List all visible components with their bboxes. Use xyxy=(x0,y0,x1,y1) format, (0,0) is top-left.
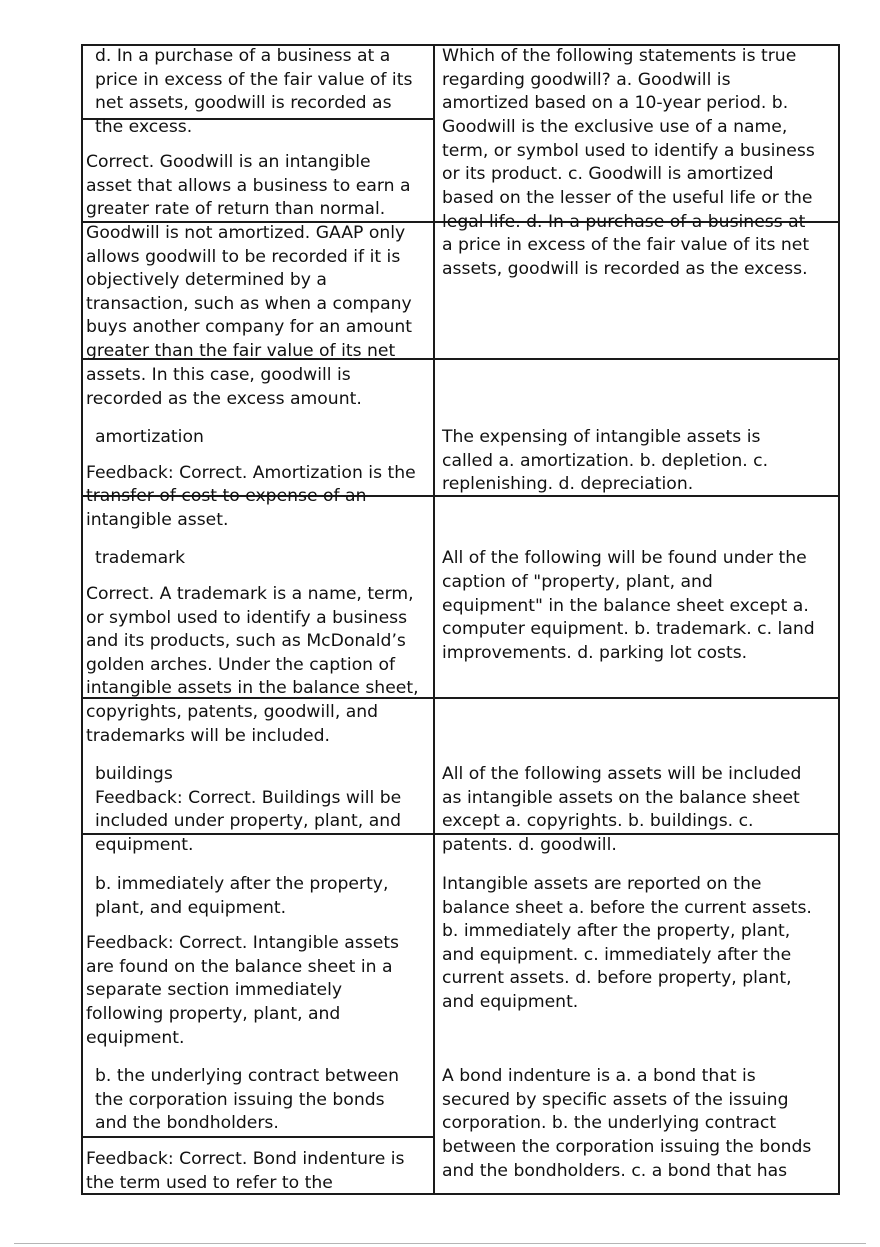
question-line: All of the following assets will be included xyxy=(442,764,802,784)
feedback-line: assets. In this case, goodwill is xyxy=(86,365,351,385)
feedback-line: following property, plant, and xyxy=(86,1004,341,1024)
feedback-line: Feedback: Correct. Amortization is the xyxy=(86,463,416,483)
question-line: except a. copyrights. b. buildings. c. xyxy=(442,811,754,831)
feedback-line: Feedback: Correct. Bond indenture is xyxy=(86,1149,405,1169)
feedback-line: asset that allows a business to earn a xyxy=(86,176,411,196)
question-line: a price in excess of the fair value of its net xyxy=(442,235,810,255)
feedback-line: transaction, such as when a company xyxy=(86,294,412,314)
answer-line: b. immediately after the property, xyxy=(95,874,389,894)
feedback-line: or symbol used to identify a business xyxy=(86,608,408,628)
feedback-line: greater rate of return than normal. xyxy=(86,199,386,219)
question-line: Which of the following statements is true xyxy=(442,46,797,66)
question-line: regarding goodwill? a. Goodwill is xyxy=(442,70,731,90)
feedback-line: equipment. xyxy=(95,835,194,855)
feedback-line: the term used to refer to the xyxy=(86,1173,333,1193)
question-line: balance sheet a. before the current assets. xyxy=(442,898,812,918)
feedback-line: buys another company for an amount xyxy=(86,317,413,337)
feedback-line: equipment. xyxy=(86,1028,185,1048)
question-line: or its product. c. Goodwill is amortized xyxy=(442,164,774,184)
question-line: improvements. d. parking lot costs. xyxy=(442,643,748,663)
answer-line: net assets, goodwill is recorded as xyxy=(95,93,392,113)
question-line: equipment" in the balance sheet except a. xyxy=(442,596,809,616)
question-line: and the bondholders. c. a bond that has xyxy=(442,1161,788,1181)
feedback-line: intangible asset. xyxy=(86,510,229,530)
question-line: Goodwill is the exclusive use of a name, xyxy=(442,117,788,137)
answer-line: the corporation issuing the bonds xyxy=(95,1090,385,1110)
question-line: caption of "property, plant, and xyxy=(442,572,713,592)
question-line: corporation. b. the underlying contract xyxy=(442,1113,777,1133)
question-line: current assets. d. before property, plant, xyxy=(442,968,792,988)
question-line: replenishing. d. depreciation. xyxy=(442,474,694,494)
question-line: between the corporation issuing the bonds xyxy=(442,1137,812,1157)
feedback-line: allows goodwill to be recorded if it is xyxy=(86,247,401,267)
question-line: and equipment. xyxy=(442,992,579,1012)
question-line: amortized based on a 10-year period. b. xyxy=(442,93,789,113)
feedback-line: copyrights, patents, goodwill, and xyxy=(86,702,379,722)
question-line: based on the lesser of the useful life or the xyxy=(442,188,813,208)
row-divider xyxy=(81,1136,434,1138)
column-divider xyxy=(433,44,435,1195)
feedback-line: are found on the balance sheet in a xyxy=(86,957,393,977)
feedback-line: separate section immediately xyxy=(86,980,343,1000)
feedback-line: intangible assets in the balance sheet, xyxy=(86,678,419,698)
question-line: The expensing of intangible assets is xyxy=(442,427,761,447)
question-line: secured by specific assets of the issuing xyxy=(442,1090,789,1110)
answer-line: price in excess of the fair value of its xyxy=(95,70,413,90)
feedback-line: golden arches. Under the caption of xyxy=(86,655,396,675)
question-line: legal life. d. In a purchase of a business at xyxy=(442,212,806,232)
footer-divider xyxy=(14,1243,866,1244)
feedback-line: Feedback: Correct. Buildings will be xyxy=(95,788,402,808)
question-line: b. immediately after the property, plant, xyxy=(442,921,791,941)
answer-line: trademark xyxy=(95,548,186,568)
feedback-line: trademarks will be included. xyxy=(86,726,330,746)
question-line: Intangible assets are reported on the xyxy=(442,874,762,894)
feedback-line: recorded as the excess amount. xyxy=(86,389,362,409)
question-line: as intangible assets on the balance sheet xyxy=(442,788,800,808)
answer-line: b. the underlying contract between xyxy=(95,1066,400,1086)
feedback-line: Correct. Goodwill is an intangible xyxy=(86,152,371,172)
feedback-line: Correct. A trademark is a name, term, xyxy=(86,584,414,604)
question-line: assets, goodwill is recorded as the excess. xyxy=(442,259,808,279)
question-line: and equipment. c. immediately after the xyxy=(442,945,792,965)
answer-line: plant, and equipment. xyxy=(95,898,287,918)
feedback-line: and its products, such as McDonald’s xyxy=(86,631,406,651)
feedback-line: Goodwill is not amortized. GAAP only xyxy=(86,223,406,243)
feedback-line: Feedback: Correct. Intangible assets xyxy=(86,933,400,953)
answer-line: amortization xyxy=(95,427,204,447)
question-line: All of the following will be found under the xyxy=(442,548,807,568)
feedback-line: greater than the fair value of its net xyxy=(86,341,396,361)
feedback-line: objectively determined by a xyxy=(86,270,327,290)
feedback-line: transfer of cost to expense of an xyxy=(86,486,367,506)
question-line: computer equipment. b. trademark. c. land xyxy=(442,619,815,639)
question-line: patents. d. goodwill. xyxy=(442,835,617,855)
question-line: A bond indenture is a. a bond that is xyxy=(442,1066,756,1086)
answer-line: buildings xyxy=(95,764,173,784)
question-line: term, or symbol used to identify a business xyxy=(442,141,815,161)
answer-line: the excess. xyxy=(95,117,193,137)
answer-line: d. In a purchase of a business at a xyxy=(95,46,391,66)
feedback-line: included under property, plant, and xyxy=(95,811,402,831)
question-line: called a. amortization. b. depletion. c. xyxy=(442,451,769,471)
answer-line: and the bondholders. xyxy=(95,1113,279,1133)
